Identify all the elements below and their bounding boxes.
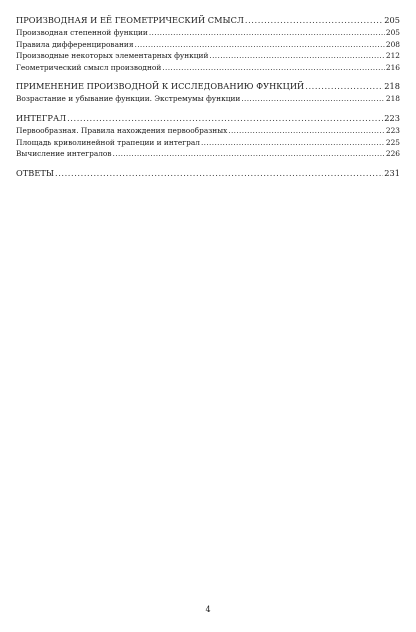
table-of-contents	[16, 14, 400, 187]
dot-leader	[228, 125, 385, 137]
item-title: Производная степенной функции	[16, 28, 148, 37]
section-page: 218	[384, 81, 400, 92]
item-page: 216	[385, 62, 400, 72]
toc-item[interactable]	[16, 125, 400, 137]
page-number: 4	[205, 605, 211, 614]
dot-leader	[67, 112, 383, 125]
dot-leader	[113, 148, 385, 160]
dot-leader	[135, 39, 385, 51]
section-title: ПРИМЕНЕНИЕ ПРОИЗВОДНОЙ К ИССЛЕДОВАНИЮ ФУНКЦИЙ	[16, 81, 305, 92]
item-title: Вычисление интегралов	[16, 149, 112, 159]
dot-leader	[201, 137, 385, 149]
dot-leader	[55, 167, 383, 180]
dot-leader	[245, 14, 383, 27]
toc-section-heading[interactable]	[16, 14, 400, 27]
section-page: 205	[384, 15, 400, 25]
toc-section	[16, 112, 400, 160]
item-page: 208	[385, 39, 400, 49]
section-page: 231	[384, 167, 400, 178]
dot-leader	[162, 62, 385, 74]
dot-leader	[209, 50, 384, 62]
item-title: Первообразная. Правила нахождения первообразных	[16, 125, 228, 135]
section-page: 223	[384, 112, 400, 123]
toc-item[interactable]	[16, 148, 400, 160]
item-page: 223	[385, 125, 400, 135]
item-page: 226	[385, 149, 400, 159]
item-title: Правила дифференцирования	[16, 39, 134, 49]
toc-section-heading[interactable]	[16, 167, 400, 180]
dot-leader	[241, 93, 385, 105]
toc-item[interactable]	[16, 137, 400, 149]
toc-item[interactable]	[16, 62, 400, 74]
dot-leader	[149, 27, 385, 39]
toc-item[interactable]	[16, 50, 400, 62]
item-page: 225	[385, 137, 400, 147]
toc-section	[16, 80, 400, 105]
toc-section	[16, 167, 400, 180]
toc-item[interactable]	[16, 39, 400, 51]
item-title: Площадь криволинейной трапеции и интеграл	[16, 137, 200, 147]
dot-leader	[305, 80, 383, 93]
section-title: ОТВЕТЫ	[16, 167, 54, 178]
toc-section-heading[interactable]	[16, 80, 400, 93]
item-page: 218	[385, 94, 400, 104]
item-title: Производные некоторых элементарных функций	[16, 51, 209, 61]
section-title: ПРОИЗВОДНАЯ И ЕЁ ГЕОМЕТРИЧЕСКИЙ СМЫСЛ	[16, 15, 244, 25]
toc-item[interactable]	[16, 27, 400, 39]
item-page: 212	[385, 51, 400, 61]
item-title: Возрастание и убывание функции. Экстремумы функции	[16, 94, 241, 104]
section-title: ИНТЕГРАЛ	[16, 112, 67, 123]
toc-section-heading[interactable]	[16, 112, 400, 125]
toc-section	[16, 14, 400, 73]
item-title: Геометрический смысл производной	[16, 62, 162, 72]
item-page: 205	[385, 28, 400, 37]
toc-item[interactable]	[16, 93, 400, 105]
